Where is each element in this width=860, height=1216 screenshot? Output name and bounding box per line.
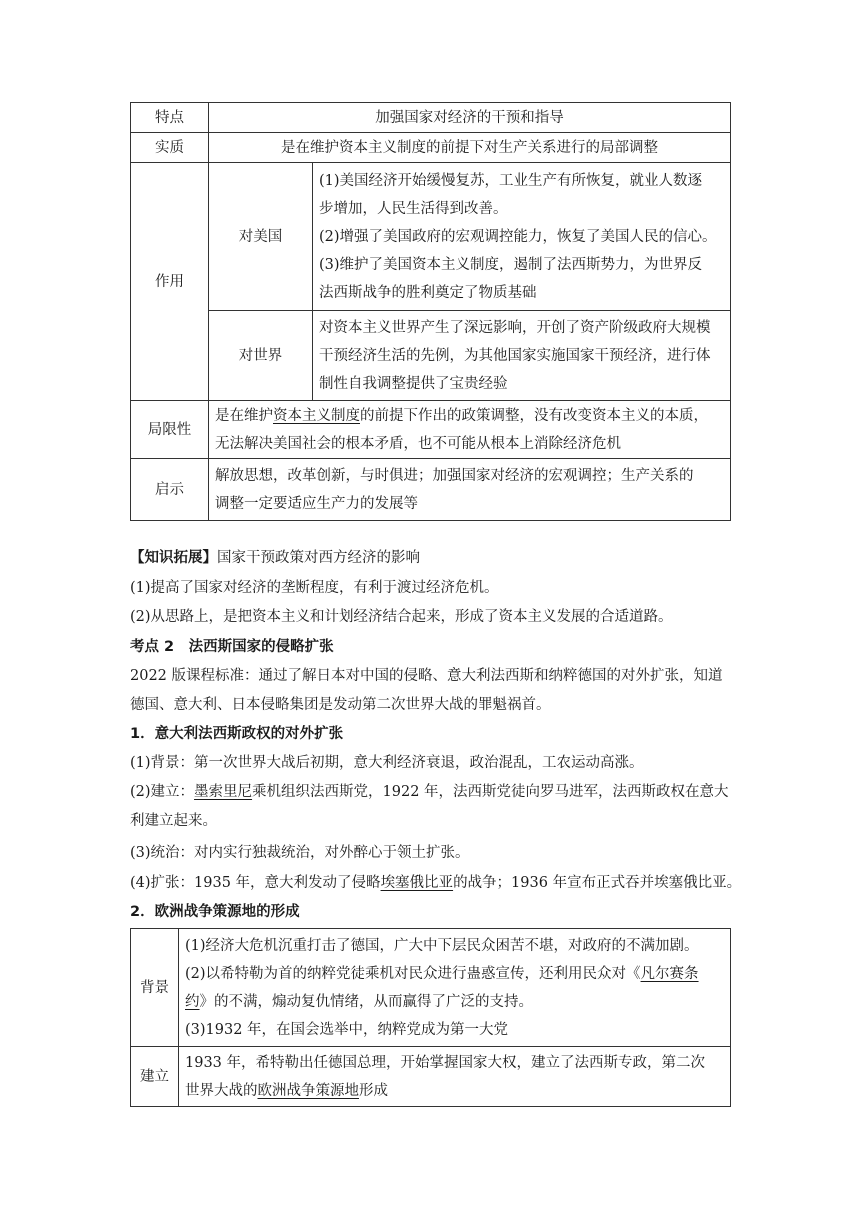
table-row bbox=[131, 133, 731, 163]
row-label-background: 背景 bbox=[131, 929, 179, 1047]
table-row bbox=[131, 401, 731, 459]
europe-est-line-2: 世界大战的欧洲战争策源地形成 bbox=[185, 1082, 388, 1099]
italy-background: (1)背景：第一次世界大战后初期，意大利经济衰退，政治混乱，工农运动高涨。 bbox=[130, 755, 644, 771]
insight-content bbox=[209, 459, 731, 521]
row-label-insight: 启示 bbox=[131, 459, 209, 521]
world-line-2: 干预经济生活的先例，为其他国家实施国家干预经济，进行体 bbox=[319, 347, 711, 364]
row-label-essence: 实质 bbox=[131, 133, 209, 163]
knowledge-extension-title: 国家干预政策对西方经济的影响 bbox=[217, 550, 420, 566]
section-title-kaodian-2: 考点 2 法西斯国家的侵略扩张 bbox=[130, 639, 334, 655]
limitation-line-1: 是在维护资本主义制度的前提下作出的政策调整，没有改变资本主义的本质， bbox=[215, 407, 708, 424]
row-label-limitation: 局限性 bbox=[131, 401, 209, 459]
limitation-line-2: 无法解决美国社会的根本矛盾，也不可能从根本上消除经济危机 bbox=[215, 435, 621, 452]
underlined-term: 凡尔赛条 bbox=[640, 965, 699, 982]
effect-us-content bbox=[313, 163, 731, 311]
subsection-heading-europe: 2．欧洲战争策源地的形成 bbox=[130, 904, 300, 920]
insight-line-2: 调整一定要适应生产力的发展等 bbox=[215, 495, 418, 512]
row-label-feature: 特点 bbox=[131, 103, 209, 133]
underlined-term: 墨索里尼 bbox=[194, 784, 253, 800]
effect-world-content bbox=[313, 311, 731, 401]
us-point-1b: 步增加，人民生活得到改善。 bbox=[319, 200, 508, 217]
us-point-2: (2)增强了美国政府的宏观调控能力，恢复了美国人民的信心。 bbox=[319, 228, 717, 245]
effect-world-label: 对世界 bbox=[209, 311, 313, 401]
essence-value: 是在维护资本主义制度的前提下对生产关系进行的局部调整 bbox=[209, 133, 731, 163]
extension-point-1: (1)提高了国家对经济的垄断程度，有利于渡过经济危机。 bbox=[130, 580, 499, 596]
table-row bbox=[131, 103, 731, 133]
us-point-3b: 法西斯战争的胜利奠定了物质基础 bbox=[319, 284, 537, 301]
italy-establishment-line-2: 利建立起来。 bbox=[130, 813, 217, 829]
underlined-term: 约 bbox=[185, 993, 200, 1010]
table-row bbox=[131, 311, 731, 401]
limitation-content bbox=[209, 401, 731, 459]
world-line-3: 制性自我调整提供了宝贵经验 bbox=[319, 375, 508, 392]
underlined-term: 埃塞俄比亚 bbox=[380, 875, 454, 891]
us-point-1a: (1)美国经济开始缓慢复苏，工业生产有所恢复，就业人数逐 bbox=[319, 172, 703, 189]
europe-est-line-1: 1933 年，希特勒出任德国总理，开始掌握国家大权，建立了法西斯专政，第二次 bbox=[185, 1054, 706, 1071]
italy-rule: (3)统治：对内实行独裁统治，对外醉心于领土扩张。 bbox=[130, 845, 470, 861]
europe-bg-point-3: (3)1932 年，在国会选举中，纳粹党成为第一大党 bbox=[185, 1021, 509, 1038]
extension-point-2: (2)从思路上，是把资本主义和计划经济结合起来，形成了资本主义发展的合适道路。 bbox=[130, 609, 673, 625]
effect-us-label: 对美国 bbox=[209, 163, 313, 311]
feature-value: 加强国家对经济的干预和指导 bbox=[209, 103, 731, 133]
insight-line-1: 解放思想，改革创新，与时俱进；加强国家对经济的宏观调控；生产关系的 bbox=[215, 467, 694, 484]
new-deal-summary-table bbox=[130, 102, 731, 521]
underlined-term: 欧洲战争策源地 bbox=[257, 1082, 359, 1099]
curriculum-standard-line-1: 2022 版课程标准：通过了解日本对中国的侵略、意大利法西斯和纳粹德国的对外扩张，知道 bbox=[130, 668, 723, 684]
knowledge-extension-heading bbox=[130, 547, 740, 569]
us-point-3a: (3)维护了美国资本主义制度，遏制了法西斯势力，为世界反 bbox=[319, 256, 703, 273]
underlined-term: 资本主义制度 bbox=[273, 407, 360, 424]
table-row bbox=[131, 1047, 731, 1107]
row-label-effect: 作用 bbox=[131, 163, 209, 401]
italy-expansion: (4)扩张：1935 年，意大利发动了侵略埃塞俄比亚的战争；1936 年宣布正式吞并埃塞俄比亚。 bbox=[130, 875, 742, 891]
italy-establishment-line-1: (2)建立：墨索里尼乘机组织法西斯党，1922 年，法西斯党徒向罗马进军，法西斯政权在意大 bbox=[130, 784, 729, 800]
table-row bbox=[131, 459, 731, 521]
curriculum-standard-line-2: 德国、意大利、日本侵略集团是发动第二次世界大战的罪魁祸首。 bbox=[130, 697, 551, 713]
world-line-1: 对资本主义世界产生了深远影响，开创了资产阶级政府大规模 bbox=[319, 319, 711, 336]
table-row bbox=[131, 163, 731, 311]
europe-bg-point-1: (1)经济大危机沉重打击了德国，广大中下层民众困苦不堪，对政府的不满加剧。 bbox=[185, 937, 699, 954]
europe-war-source-table bbox=[130, 928, 731, 1107]
knowledge-extension-tag: 【知识拓展】 bbox=[130, 550, 217, 566]
table-row bbox=[131, 929, 731, 1047]
europe-establishment-content bbox=[179, 1047, 731, 1107]
europe-bg-point-2b: 约》的不满，煽动复仇情绪，从而赢得了广泛的支持。 bbox=[185, 993, 533, 1010]
row-label-establishment: 建立 bbox=[131, 1047, 179, 1107]
europe-bg-point-2a: (2)以希特勒为首的纳粹党徒乘机对民众进行蛊惑宣传，还利用民众对《凡尔赛条 bbox=[185, 965, 699, 982]
subsection-heading-italy: 1．意大利法西斯政权的对外扩张 bbox=[130, 726, 344, 742]
europe-background-content bbox=[179, 929, 731, 1047]
